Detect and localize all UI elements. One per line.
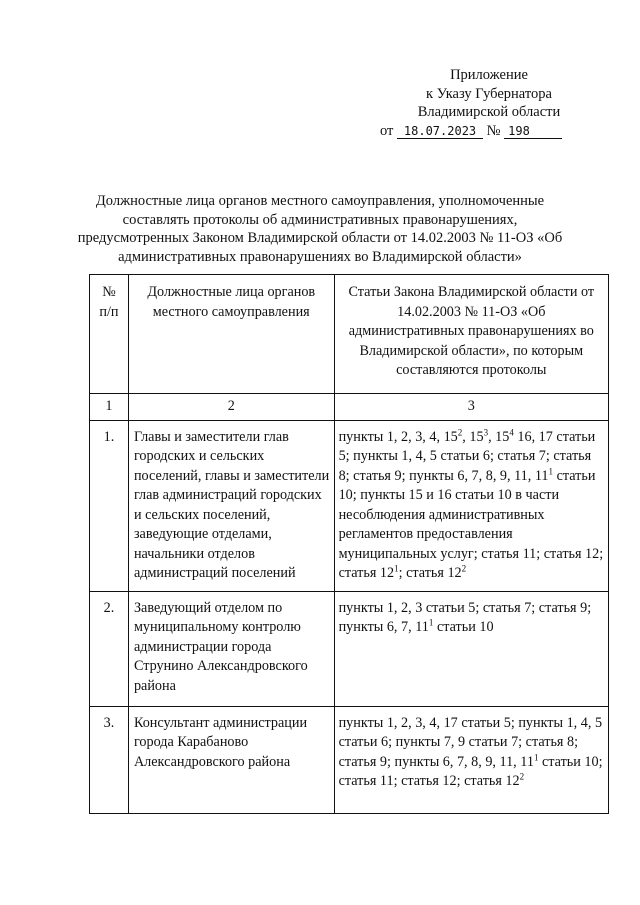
document-title: Должностные лица органов местного самоуправления, уполномоченные составлять протоколы об административных правонарушениях, предусмотренных Законом Владимирской области от 14.02.2003 № 11-ОЗ «Об административных правонарушениях во Владимирской области» bbox=[77, 193, 563, 265]
table-row bbox=[90, 706, 609, 813]
column-number: 3 bbox=[334, 394, 608, 421]
table-header-row bbox=[90, 275, 609, 394]
superscript: 2 bbox=[461, 563, 467, 574]
article-text: статьи 10 bbox=[433, 619, 494, 635]
appendix-date-line bbox=[374, 122, 604, 141]
row-officials: Главы и заместители глав городских и сельских поселений, главы и заместители глав администраций городских и сельских поселений, заведующие отделами, начальники отделов администраций поселений bbox=[128, 420, 334, 591]
superscript: 3 bbox=[483, 426, 489, 437]
table-row bbox=[90, 420, 609, 591]
number-prefix: № bbox=[486, 122, 501, 139]
appendix-region: Владимирской области bbox=[417, 104, 561, 120]
row-articles bbox=[334, 420, 608, 591]
article-text: , 15 bbox=[488, 428, 510, 445]
article-text: , 15 bbox=[462, 428, 484, 445]
row-index: 3. bbox=[90, 706, 129, 813]
column-number: 1 bbox=[90, 394, 129, 421]
article-text: пункты 1, 2, 3, 4, 15 bbox=[338, 428, 458, 445]
superscript: 2 bbox=[519, 771, 525, 782]
article-text: 16, 17 статьи 5; пункты 1, 4, 5 статьи 6; статья 7; статья 8; статья 9; пункты 6, 7, 8, 9, 11, 11 bbox=[338, 428, 596, 484]
officials-table bbox=[89, 274, 609, 814]
row-officials: Заведующий отделом по муниципальному контролю администрации города Струнино Александровского района bbox=[128, 591, 334, 706]
column-number-row bbox=[90, 394, 609, 421]
table-row bbox=[90, 591, 609, 706]
superscript: 1 bbox=[394, 563, 399, 574]
header-officials: Должностные лица органов местного самоуправления bbox=[128, 275, 334, 394]
decree-date: 18.07.2023 bbox=[397, 124, 483, 139]
appendix-decree-ref: к Указу Губернатора bbox=[426, 85, 552, 102]
superscript: 2 bbox=[457, 426, 463, 437]
row-articles bbox=[334, 591, 608, 706]
superscript: 4 bbox=[509, 426, 514, 437]
decree-number: 198 bbox=[504, 124, 562, 139]
row-index: 2. bbox=[90, 591, 129, 706]
date-prefix: от bbox=[380, 122, 394, 139]
superscript: 1 bbox=[428, 617, 434, 628]
article-text: статьи 10; статья 11; статья 12; статья 12 bbox=[338, 753, 603, 789]
row-articles bbox=[334, 706, 608, 813]
article-text: пункты 1, 2, 3 статьи 5; статья 7; статья 9; пункты 6, 7, 11 bbox=[338, 599, 592, 635]
superscript: 1 bbox=[548, 465, 554, 476]
article-text: ; статья 12 bbox=[398, 565, 462, 581]
column-number: 2 bbox=[128, 394, 334, 421]
header-articles: Статьи Закона Владимирской области от 14.02.2003 № 11-ОЗ «Об административных правонарушениях во Владимирской области», по которым составляются протоколы bbox=[334, 275, 608, 394]
article-text: пункты 1, 2, 3, 4, 17 статьи 5; пункты 1, 4, 5 статьи 6; пункты 7, 9 статьи 7; статья 8; статья 9; пункты 6, 7, 8, 9, 11, 11 bbox=[338, 714, 603, 770]
superscript: 1 bbox=[533, 751, 539, 762]
row-officials: Консультант администрации города Карабаново Александровского района bbox=[128, 706, 334, 813]
row-index: 1. bbox=[90, 420, 129, 591]
article-text: статьи 10; пункты 15 и 16 статьи 10 в части несоблюдения административных регламентов предоставления муниципальных услуг; статья 11; статья 12; статья 12 bbox=[338, 467, 604, 581]
appendix-label: Приложение bbox=[450, 67, 528, 83]
appendix-block bbox=[374, 66, 604, 140]
header-number: № п/п bbox=[90, 275, 129, 394]
